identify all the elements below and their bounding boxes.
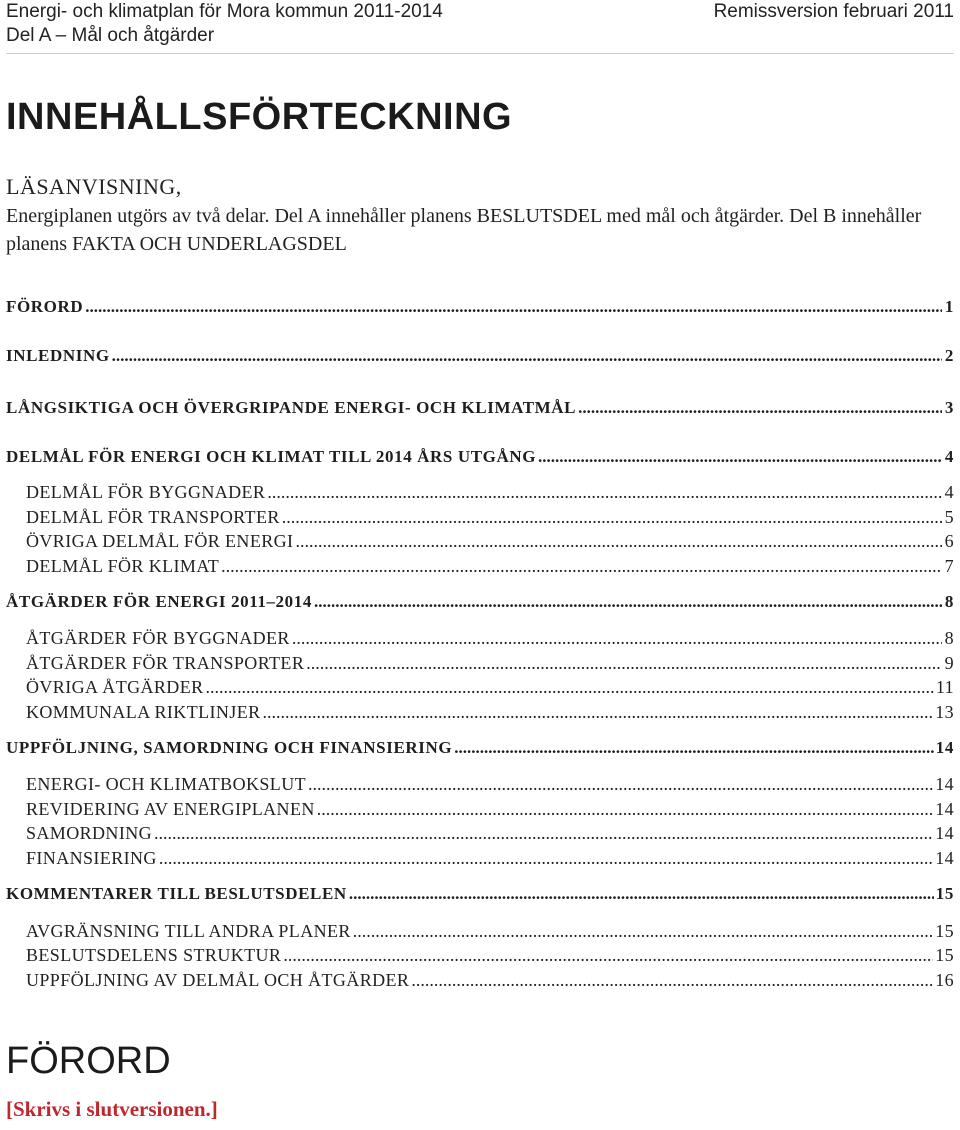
toc-entry[interactable] — [6, 592, 954, 612]
toc-entry-label: DELMÅL FÖR BYGGNADER — [26, 482, 266, 502]
toc-entry-page: 1 — [944, 297, 954, 316]
toc-dot-leader — [538, 447, 942, 467]
toc-entry-page: 6 — [944, 531, 954, 551]
toc-entry-label: AVGRÄNSNING TILL ANDRA PLANER — [26, 921, 351, 941]
toc-entry-label: DELMÅL FÖR KLIMAT — [26, 556, 220, 576]
toc-entry-page: 8 — [944, 592, 954, 611]
toc-entry-label: SAMORDNING — [26, 823, 153, 843]
toc-entry[interactable] — [6, 823, 954, 844]
header-divider — [6, 53, 954, 54]
toc-entry[interactable] — [6, 556, 954, 577]
toc-entry[interactable] — [6, 848, 954, 869]
toc-dot-leader — [267, 482, 942, 503]
toc-entry-label: DELMÅL FÖR TRANSPORTER — [26, 507, 280, 527]
toc-dot-leader — [317, 799, 933, 820]
toc-entry-page: 13 — [935, 702, 954, 722]
toc-dot-leader — [292, 628, 942, 649]
toc-entry-page: 4 — [944, 447, 954, 466]
toc-entry[interactable] — [6, 482, 954, 503]
toc-entry-page: 16 — [935, 970, 954, 990]
reading-guide-text: Energiplanen utgörs av två delar. Del A innehåller planens BESLUTSDEL med mål och åtgärder. Del B innehåller planens FAKTA OCH UNDERLAGSDEL — [6, 205, 922, 255]
foreword-heading: FÖRORD — [6, 1040, 171, 1082]
toc-dot-leader — [85, 297, 942, 317]
toc-dot-leader — [578, 398, 942, 418]
reading-guide — [6, 172, 940, 258]
toc-entry-page: 14 — [935, 848, 954, 868]
toc-entry[interactable] — [6, 921, 954, 942]
toc-entry-page: 7 — [944, 556, 954, 576]
document-title: Energi- och klimatplan för Mora kommun 2011-2014 — [6, 1, 443, 22]
toc-entry-page: 8 — [944, 628, 954, 648]
toc-entry[interactable] — [6, 398, 954, 418]
toc-dot-leader — [282, 507, 942, 528]
toc-entry-page: 15 — [935, 921, 954, 941]
reading-guide-title: LÄSANVISNING, — [6, 174, 182, 199]
toc-entry-label: ÅTGÄRDER FÖR BYGGNADER — [26, 628, 290, 648]
toc-entry-label: ENERGI- OCH KLIMATBOKSLUT — [26, 774, 306, 794]
toc-entry-label: UPPFÖLJNING, SAMORDNING OCH FINANSIERING — [6, 738, 453, 757]
toc-entry-label: FINANSIERING — [26, 848, 157, 868]
toc-entry-label: ÅTGÄRDER FÖR TRANSPORTER — [26, 653, 305, 673]
toc-dot-leader — [411, 970, 933, 991]
toc-entry-label: REVIDERING AV ENERGIPLANEN — [26, 799, 315, 819]
toc-entry[interactable] — [6, 531, 954, 552]
toc-dot-leader — [263, 702, 934, 723]
toc-entry-page: 11 — [935, 677, 954, 697]
toc-entry-label: BESLUTSDELENS STRUKTUR — [26, 945, 282, 965]
toc-entry-page: 5 — [944, 507, 954, 527]
toc-entry-page: 9 — [944, 653, 954, 673]
toc-entry[interactable] — [6, 738, 954, 758]
toc-dot-leader — [308, 774, 933, 795]
toc-entry[interactable] — [6, 945, 954, 966]
toc-entry-label: ÅTGÄRDER FÖR ENERGI 2011–2014 — [6, 592, 312, 611]
toc-heading: INNEHÅLLSFÖRTECKNING — [6, 96, 513, 138]
toc-entry[interactable] — [6, 297, 954, 317]
toc-dot-leader — [454, 738, 934, 758]
toc-entry-label: FÖRORD — [6, 297, 84, 316]
toc-entry-page: 4 — [944, 482, 954, 502]
document-part: Del A – Mål och åtgärder — [6, 25, 215, 46]
foreword-placeholder: [Skrivs i slutversionen.] — [6, 1097, 218, 1121]
toc-dot-leader — [221, 556, 942, 577]
toc-entry[interactable] — [6, 628, 954, 649]
toc-dot-leader — [154, 823, 933, 844]
toc-entry-label: ÖVRIGA ÅTGÄRDER — [26, 677, 204, 697]
toc-entry-label: LÅNGSIKTIGA OCH ÖVERGRIPANDE ENERGI- OCH KLIMATMÅL — [6, 398, 577, 417]
toc-entry-page: 3 — [944, 398, 954, 417]
toc-entry-page: 14 — [935, 823, 954, 843]
toc-entry[interactable] — [6, 447, 954, 467]
version-label: Remissversion februari 2011 — [713, 1, 954, 22]
page-header — [6, 0, 954, 48]
toc-dot-leader — [314, 592, 942, 612]
toc-entry-page: 2 — [944, 346, 954, 365]
toc-entry[interactable] — [6, 346, 954, 366]
toc-entry-label: ÖVRIGA DELMÅL FÖR ENERGI — [26, 531, 294, 551]
toc-entry[interactable] — [6, 970, 954, 991]
toc-entry[interactable] — [6, 507, 954, 528]
toc-entry-page: 15 — [935, 884, 954, 903]
toc-entry-label: UPPFÖLJNING AV DELMÅL OCH ÅTGÄRDER — [26, 970, 410, 990]
toc-dot-leader — [112, 346, 942, 366]
toc-entry[interactable] — [6, 653, 954, 674]
toc-entry-page: 15 — [935, 945, 954, 965]
toc-entry-label: INLEDNING — [6, 346, 110, 365]
toc-dot-leader — [159, 848, 933, 869]
toc-dot-leader — [295, 531, 942, 552]
toc-entry-page: 14 — [935, 799, 954, 819]
toc-entry-label: KOMMENTARER TILL BESLUTSDELEN — [6, 884, 347, 903]
toc-entry-label: DELMÅL FÖR ENERGI OCH KLIMAT TILL 2014 ÅRS UTGÅNG — [6, 447, 537, 466]
toc-dot-leader — [306, 653, 942, 674]
toc-entry[interactable] — [6, 774, 954, 795]
toc-dot-leader — [283, 945, 933, 966]
toc-entry-page: 14 — [935, 774, 954, 794]
toc-entry[interactable] — [6, 799, 954, 820]
toc-dot-leader — [353, 921, 933, 942]
toc-entry[interactable] — [6, 884, 954, 904]
toc-dot-leader — [206, 677, 934, 698]
toc-entry-page: 14 — [935, 738, 954, 757]
toc-entry[interactable] — [6, 677, 954, 698]
toc-entry-label: KOMMUNALA RIKTLINJER — [26, 702, 261, 722]
toc-entry[interactable] — [6, 702, 954, 723]
toc-dot-leader — [349, 884, 934, 904]
